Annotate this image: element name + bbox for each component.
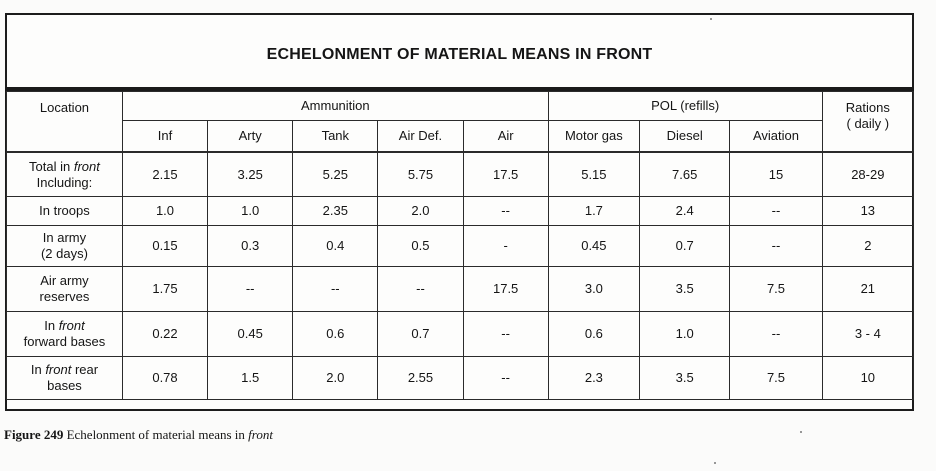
scan-speck [800,431,802,433]
location-cell [7,226,123,267]
value-cell: -- [378,267,463,312]
value-cell: 0.7 [640,226,730,267]
value-cell: 3.25 [208,152,293,197]
location-text: Total in [29,158,74,174]
value-cell: -- [730,312,822,357]
value-cell: 7.5 [730,267,822,312]
subheader-cell: Arty [208,121,293,153]
value-cell: -- [293,267,378,312]
value-cell: 0.6 [293,312,378,357]
value-cell: 3.0 [548,267,639,312]
value-cell: -- [463,357,548,400]
header-location [7,92,123,153]
location-line2: forward bases [23,334,106,349]
value-cell: 0.45 [548,226,639,267]
location-line2: bases [47,378,82,393]
value-cell: 13 [822,197,913,226]
caption-emphasis: front [248,427,273,442]
value-cell: 0.3 [208,226,293,267]
table-row [7,267,914,312]
value-cell: 10 [822,357,913,400]
value-cell: 21 [822,267,913,312]
value-cell: 0.4 [293,226,378,267]
location-text: Air army [40,273,89,288]
value-cell: 17.5 [463,267,548,312]
subheader-cell: Diesel [640,121,730,153]
value-cell: -- [730,226,822,267]
value-cell: 1.0 [122,197,207,226]
value-cell: -- [463,312,548,357]
location-line1 [7,159,122,175]
value-cell: 28-29 [822,152,913,197]
location-text: In [44,318,59,333]
location-text-post: rear [71,362,99,377]
value-cell: 1.0 [208,197,293,226]
value-cell: -- [730,197,822,226]
location-text: In [30,362,46,377]
value-cell: 1.0 [640,312,730,357]
location-line1 [7,203,122,219]
header-location-label: Location [39,100,90,115]
value-cell: 17.5 [463,152,548,197]
location-emphasis: front [58,318,85,333]
value-cell: 1.5 [208,357,293,400]
data-table [6,91,914,400]
subheader-cell: Air Def. [378,121,463,153]
header-rations-line2: ( daily ) [846,116,890,131]
value-cell: 2.0 [293,357,378,400]
figure-caption [4,427,273,443]
location-line2: (2 days) [40,246,88,261]
location-line1 [7,273,122,289]
header-rations [822,92,913,153]
value-cell: 1.75 [122,267,207,312]
table-row [7,312,914,357]
value-cell: 5.75 [378,152,463,197]
subheader-cell: Tank [293,121,378,153]
value-cell: 7.5 [730,357,822,400]
value-cell: 0.7 [378,312,463,357]
value-cell: 0.5 [378,226,463,267]
value-cell: 5.25 [293,152,378,197]
value-cell: - [463,226,548,267]
location-cell [7,152,123,197]
table-frame [5,13,914,411]
value-cell: 0.78 [122,357,207,400]
value-cell: 0.6 [548,312,639,357]
location-text: In army [42,230,87,245]
location-cell [7,267,123,312]
caption-text: Echelonment of material means in [63,427,249,442]
location-line2: Including: [36,174,93,190]
value-cell: 7.65 [640,152,730,197]
value-cell: 2.3 [548,357,639,400]
subheader-cell: Motor gas [548,121,639,153]
value-cell: 1.7 [548,197,639,226]
location-cell [7,312,123,357]
location-line2: reserves [39,289,90,304]
value-cell: 3 - 4 [822,312,913,357]
table-title: ECHELONMENT OF MATERIAL MEANS IN FRONT [266,46,653,63]
header-rations-line1: Rations [845,100,890,115]
header-pol: POL (refills) [548,92,822,121]
value-cell: 3.5 [640,357,730,400]
value-cell: 0.15 [122,226,207,267]
value-cell: 2.55 [378,357,463,400]
caption-label: Figure 249 [4,427,64,442]
value-cell: 0.22 [122,312,207,357]
location-emphasis: front [45,362,72,377]
value-cell: 2.35 [293,197,378,226]
value-cell: 2.0 [378,197,463,226]
scan-speck [710,18,712,20]
header-ammunition: Ammunition [122,92,548,121]
value-cell: 2 [822,226,913,267]
value-cell: 2.4 [640,197,730,226]
value-cell: 2.15 [122,152,207,197]
subheader-cell: Inf [122,121,207,153]
value-cell: 0.45 [208,312,293,357]
location-cell [7,197,123,226]
value-cell: -- [463,197,548,226]
location-line1 [7,230,122,246]
table-row [7,226,914,267]
table-row [7,357,914,400]
value-cell: 3.5 [640,267,730,312]
table-row [7,197,914,226]
value-cell: 5.15 [548,152,639,197]
location-emphasis: front [73,158,100,174]
table-row [7,152,914,197]
value-cell: -- [208,267,293,312]
subheader-cell: Aviation [730,121,822,153]
scan-speck [714,462,716,464]
location-line1 [7,362,122,378]
location-line1 [7,318,122,334]
location-cell [7,357,123,400]
location-text: In troops [39,203,90,218]
subheader-cell: Air [463,121,548,153]
value-cell: 15 [730,152,822,197]
